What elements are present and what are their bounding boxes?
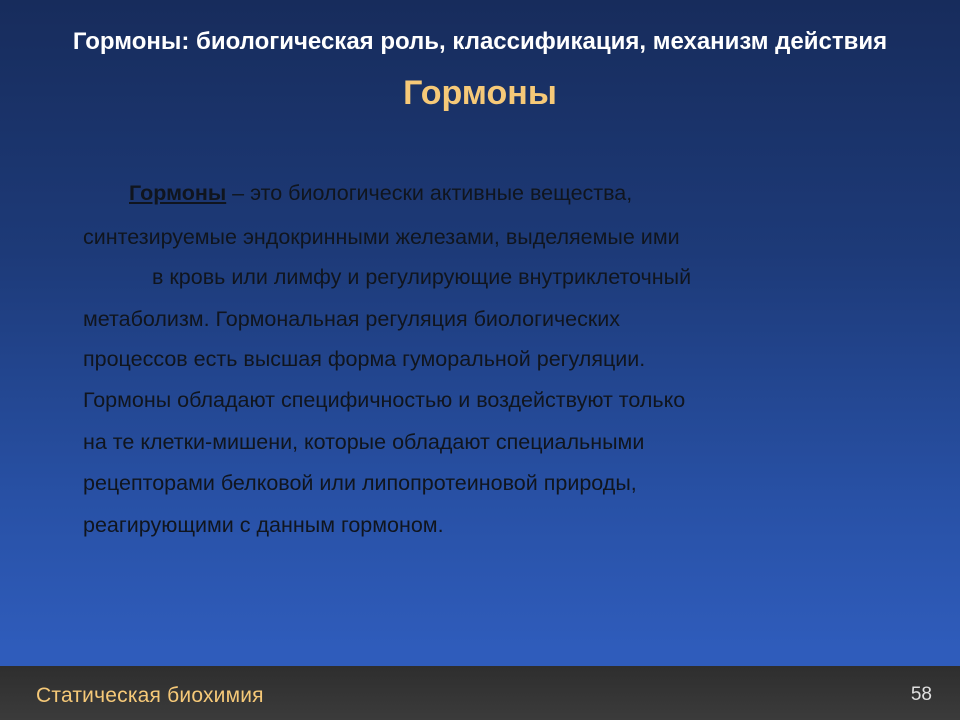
body-line-5: процессов есть высшая форма гуморальной регуляции. <box>83 347 646 371</box>
body-line-7: на те клетки-мишени, которые обладают специальными <box>83 430 645 454</box>
footer-course-label: Статическая биохимия <box>36 684 264 707</box>
page-number: 58 <box>910 684 932 705</box>
body-line-3: в кровь или лимфу и регулирующие внутриклеточный <box>152 265 692 289</box>
body-line-1-text: – это биологически активные вещества, <box>226 181 633 205</box>
presentation-header-title: Гормоны: биологическая роль, классификация, механизм действия <box>72 28 888 55</box>
body-line-6: Гормоны обладают специфичностью и воздействуют только <box>83 388 686 412</box>
body-line-8: рецепторами белковой или липопротеиновой природы, <box>83 471 637 495</box>
slide-title: Гормоны <box>403 74 557 112</box>
defined-term: Гормоны <box>129 181 227 205</box>
body-line-4: метаболизм. Гормональная регуляция биологических <box>83 307 621 331</box>
body-line-9: реагирующими с данным гормоном. <box>83 513 444 537</box>
body-line-1 <box>129 181 632 206</box>
body-line-2: синтезируемые эндокринными железами, выделяемые ими <box>83 225 680 249</box>
footer-bar <box>0 666 960 720</box>
